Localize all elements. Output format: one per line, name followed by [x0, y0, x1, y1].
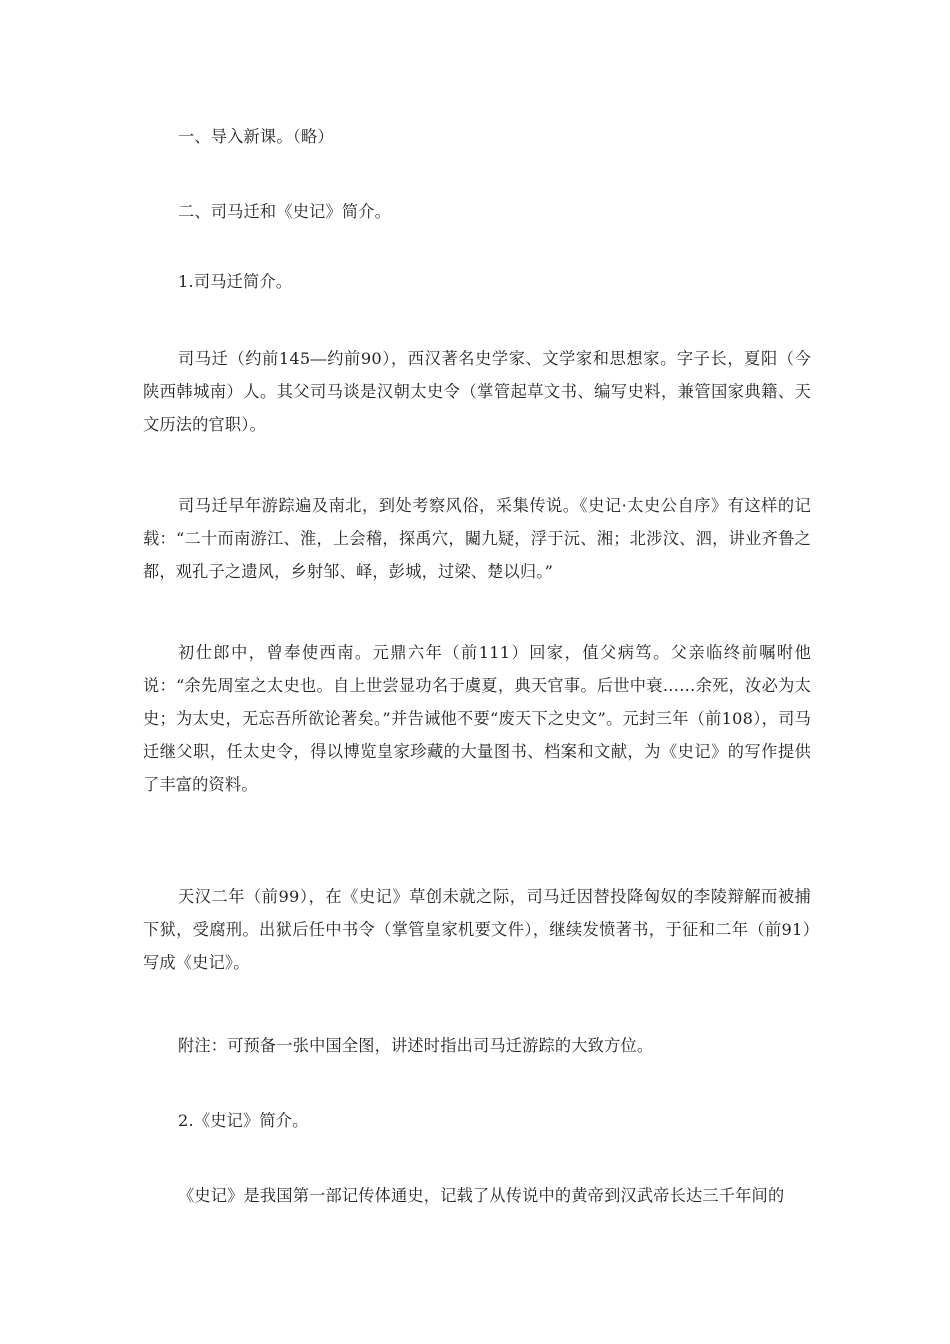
paragraph-travels: 司马迁早年游踪遍及南北，到处考察风俗，采集传说。《史记·太史公自序》有这样的记载：“二十而南游江、淮，上会稽，探禹穴，闚九疑，浮于沅、湘；北涉汶、泗，讲业齐鲁之都，观孔子之遗风，乡射邹、峄，彭城，过梁、楚以归。”: [143, 496, 811, 581]
paragraph-career: 初仕郎中，曾奉使西南。元鼎六年（前111）回家，值父病笃。父亲临终前嘱咐他说：“余先周室之太史也。自上世尝显功名于虞夏，典天官事。后世中衰……余死，汝必为太史；为太史，无忘吾所欲论著矣。”并告诫他不要“废天下之史文”。元封三年（前108），司马迁继父职，任太史令，得以博览皇家珍藏的大量图书、档案和文献，为《史记》的写作提供了丰富的资料。: [143, 643, 811, 794]
subsection-heading-simaqian: 1.司马迁简介。: [178, 272, 293, 291]
paragraph-biography: 司马迁（约前145―约前90），西汉著名史学家、文学家和思想家。字子长，夏阳（今陕西韩城南）人。其父司马谈是汉朝太史令（掌管起草文书、编写史料，兼管国家典籍、天文历法的官职）。: [143, 349, 811, 434]
paragraph-shiji-intro: 《史记》是我国第一部记传体通史，记载了从传说中的黄帝到汉武帝长达三千年间的: [178, 1186, 785, 1205]
paragraph-punishment: 天汉二年（前99），在《史记》草创未就之际，司马迁因替投降匈奴的李陵辩解而被捕下狱，受腐刑。出狱后任中书令（掌管皇家机要文件），继续发愤著书，于征和二年（前91）写成《史记》。: [143, 887, 811, 972]
paragraph-note: 附注：可预备一张中国全图，讲述时指出司马迁游踪的大致方位。: [178, 1036, 654, 1055]
section-heading-overview: 二、司马迁和《史记》简介。: [178, 202, 392, 221]
section-heading-intro: 一、导入新课。（略）: [178, 127, 334, 146]
subsection-heading-shiji: 2.《史记》简介。: [178, 1111, 309, 1130]
